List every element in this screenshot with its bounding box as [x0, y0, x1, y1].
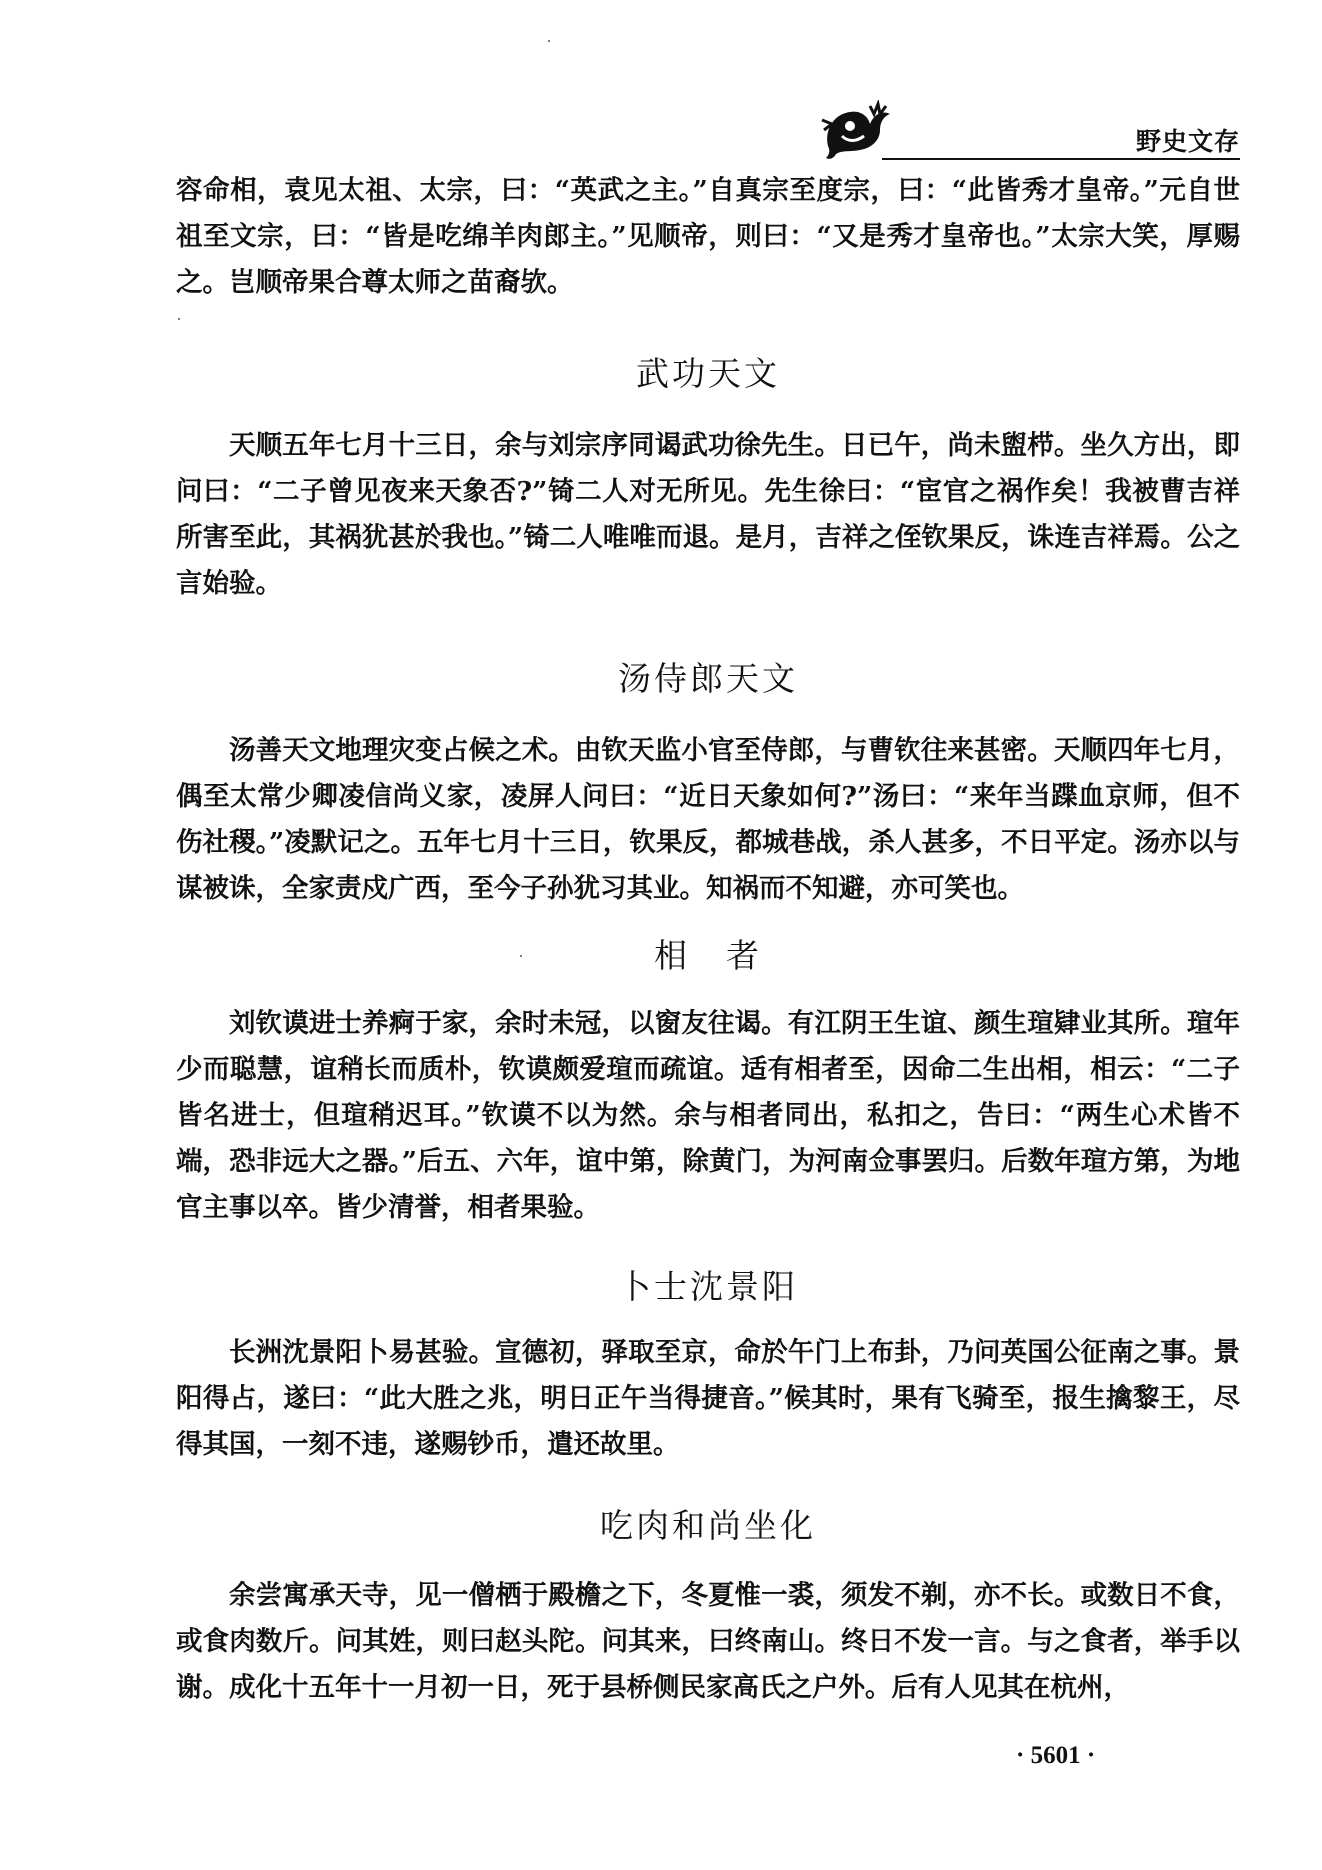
header-title: 野史文存: [1135, 127, 1240, 156]
section-title: 武功天文: [636, 354, 780, 393]
section-title: 汤侍郎天文: [618, 659, 798, 698]
page-number: · 5601 ·: [1016, 1742, 1096, 1769]
paragraph: 容命相，袁见太祖、太宗，曰：“英武之主。”自真宗至度宗，曰：“此皆秀才皇帝。”元自世祖至文宗，曰：“皆是吃绵羊肉郎主。”见顺帝，则曰：“又是秀才皇帝也。”太宗大笑，厚赐之。岂顺帝果合尊太师之苗裔欤。: [176, 175, 1240, 298]
paragraph: 天顺五年七月十三日，余与刘宗序同谒武功徐先生。日已午，尚未盥栉。坐久方出，即问曰：“二子曾见夜来天象否?”锜二人对无所见。先生徐曰：“宦官之祸作矣！我被曹吉祥所害至此，其祸犹甚於我也。”锜二人唯唯而退。是月，吉祥之侄钦果反，诛连吉祥焉。公之言始验。: [176, 430, 1240, 599]
paragraph: 余尝寓承天寺，见一僧栖于殿檐之下，冬夏惟一裘，须发不剃，亦不长。或数日不食，或食肉数斤。问其姓，则曰赵头陀。问其来，曰终南山。终日不发一言。与之食者，举手以谢。成化十五年十一月初一日，死于县桥侧民家高氏之户外。后有人见其在杭州，: [176, 1580, 1240, 1703]
paragraph: 汤善天文地理灾变占候之术。由钦天监小官至侍郎，与曹钦往来甚密。天顺四年七月，偶至太常少卿凌信尚义家，凌屏人问曰：“近日天象如何?”汤曰：“来年当蹀血京师，但不伤社稷。”凌默记之。五年七月十三日，钦果反，都城巷战，杀人甚多，不日平定。汤亦以与谋被诛，全家责戍广西，至今子孙犹习其业。知祸而不知避，亦可笑也。: [176, 735, 1240, 904]
scan-speck: [520, 955, 522, 957]
section-title: 相 者: [654, 936, 762, 975]
article-body: [176, 168, 1240, 1711]
section-title: 吃肉和尚坐化: [600, 1506, 816, 1545]
paragraph: 刘钦谟进士养痾于家，余时未冠，以窗友往谒。有江阴王生谊、颜生瑄肄业其所。瑄年少而聪慧，谊稍长而质朴，钦谟颇爱瑄而疏谊。适有相者至，因命二生出相，相云：“二子皆名进士，但瑄稍迟耳。”钦谟不以为然。余与相者同出，私扣之，告曰：“两生心术皆不端，恐非远大之器。”后五、六年，谊中第，除黄门，为河南佥事罢归。后数年瑄方第，为地官主事以卒。皆少清誉，相者果验。: [176, 1008, 1240, 1223]
dragon-emblem-icon: [820, 100, 894, 162]
scan-speck: [548, 40, 550, 42]
paragraph: 长洲沈景阳卜易甚验。宣德初，驿取至京，命於午门上布卦，乃问英国公征南之事。景阳得占，遂曰：“此大胜之兆，明日正午当得捷音。”候其时，果有飞骑至，报生擒黎王，尽得其国，一刻不违，遂赐钞币，遣还故里。: [176, 1337, 1240, 1460]
scan-speck: [178, 318, 180, 320]
page-header: [820, 96, 1240, 166]
section-title: 卜士沈景阳: [618, 1267, 798, 1306]
header-rule: [882, 158, 1240, 160]
